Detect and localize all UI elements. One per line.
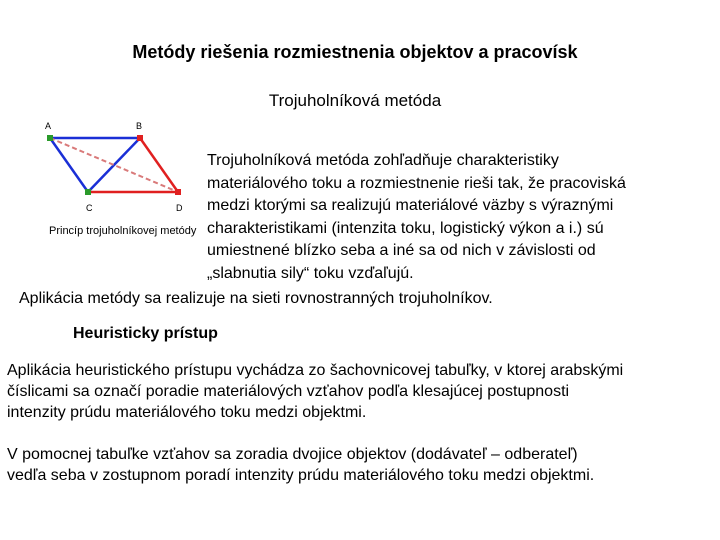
heuristic-paragraph-2	[7, 444, 594, 486]
description-line: „slabnutia sily“ toku vzďaľujú.	[207, 264, 414, 282]
triangle-method-diagram	[35, 118, 205, 223]
vertex-b	[137, 135, 143, 141]
vertex-a	[47, 135, 53, 141]
vertex-label-b: B	[136, 121, 143, 131]
network-statement: Aplikácia metódy sa realizuje na sieti rovnostranných trojuholníkov.	[19, 290, 493, 307]
paragraph-line: vedľa seba v zostupnom poradí intenzity prúdu materiálového toku medzi objektmi.	[7, 467, 595, 484]
vertex-d	[175, 189, 181, 195]
paragraph-line: Aplikácia heuristického prístupu vychádza zo šachovnicovej tabuľky, v ktorej arabskými	[7, 362, 624, 379]
paragraph-line: V pomocnej tabuľke vzťahov sa zoradia dvojice objektov (dodávateľ – odberateľ)	[7, 446, 578, 463]
edge-b-c	[88, 138, 140, 192]
description-line: medzi ktorými sa realizujú materiálové väzby s výraznými	[207, 197, 614, 214]
vertex-c	[85, 189, 91, 195]
vertex-label-c: C	[86, 203, 93, 213]
description-line: Trojuholníková metóda zohľadňuje charakteristiky	[207, 152, 559, 169]
diagram-caption: Princíp trojuholníkovej metódy	[49, 225, 197, 237]
heuristic-heading: Heuristicky prístup	[73, 325, 218, 342]
method-description	[207, 150, 687, 285]
vertex-label-d: D	[176, 203, 183, 213]
heuristic-paragraph-1	[7, 360, 623, 423]
edge-b-d	[140, 138, 178, 192]
vertex-label-a: A	[45, 121, 52, 131]
paragraph-line: číslicami sa označí poradie materiálových vzťahov podľa klesajúcej postupnosti	[7, 383, 570, 400]
slide-subtitle: Trojuholníková metóda	[268, 91, 442, 110]
paragraph-line: intenzity prúdu materiálového toku medzi objektmi.	[7, 404, 367, 421]
description-line: umiestnené blízko seba a iné sa od nich v závislosti od	[207, 242, 596, 259]
slide-title: Metódy riešenia rozmiestnenia objektov a pracovísk	[132, 42, 578, 62]
description-line: charakteristikami (intenzita toku, logistický výkon a i.) sú	[207, 219, 604, 237]
description-line: materiálového toku a rozmiestnenie rieši tak, že pracoviská	[207, 174, 626, 192]
